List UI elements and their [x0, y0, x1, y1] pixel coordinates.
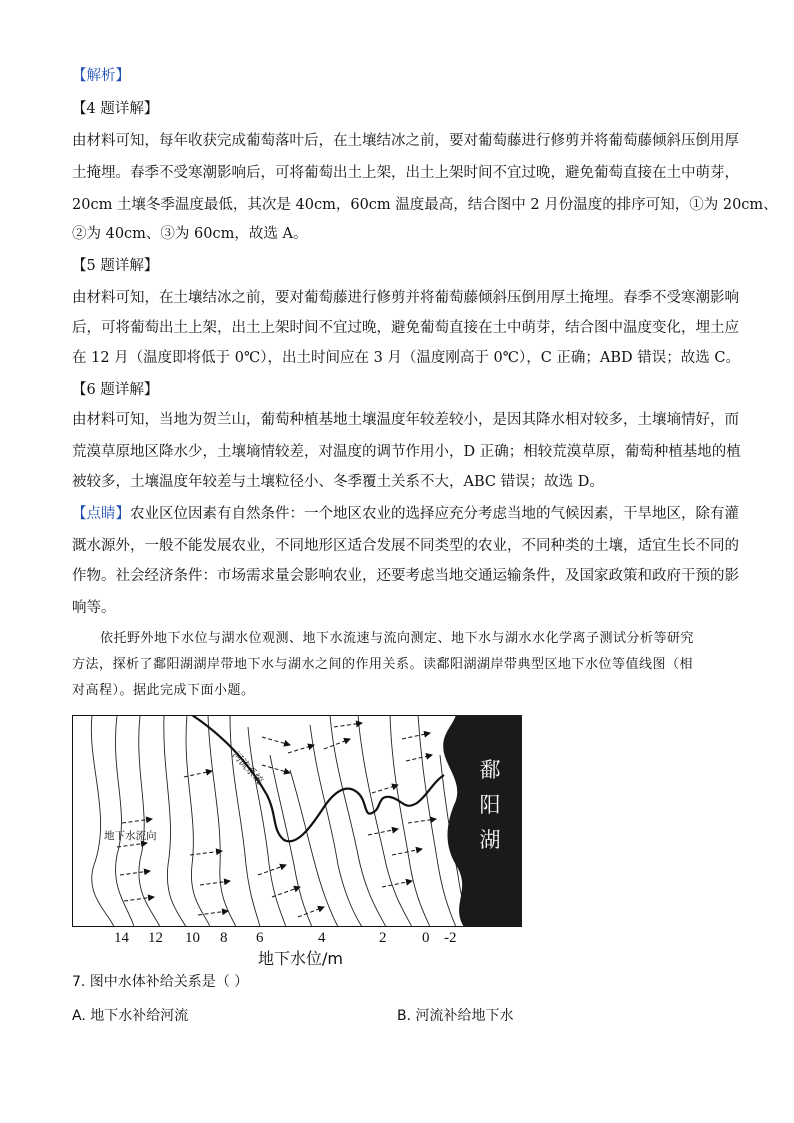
tip-line-4: 响等。	[72, 600, 116, 616]
tip-line-2: 溉水源外，一般不能发展农业，不同地形区适合发展不同类型的农业，不同种类的土壤，适宜生长不同的	[72, 538, 739, 554]
q5-line-2: 后，可将葡萄出土上架，出土上架时间不宜过晚，避免葡萄直接在土中萌芽，结合图中温度变化，埋土应	[72, 320, 739, 336]
axis-tick: 10	[185, 930, 200, 946]
intro-line-1: 依托野外地下水位与湖水位观测、地下水流速与流向测定、地下水与湖水水化学离子测试分析等研究	[100, 631, 695, 646]
flow-direction-label: 地下水流向	[104, 830, 157, 842]
analysis-header: 【解析】	[72, 68, 130, 84]
axis-tick: 6	[256, 930, 264, 946]
q6-line-3: 被较多，土壤温度年较差与土壤粒径小、冬季覆土关系不大，ABC 错误；故选 D。	[72, 474, 604, 490]
intro-line-2: 方法，探析了鄱阳湖湖岸带地下水与湖水之间的作用关系。读鄱阳湖湖岸带典型区地下水位等值线图（相	[72, 657, 694, 672]
tip-header: 【点睛】	[72, 506, 130, 522]
axis-tick: 0	[422, 930, 430, 946]
axis-tick: 14	[114, 930, 129, 946]
option-b[interactable]: B. 河流补给地下水	[397, 1008, 514, 1024]
q4-header: 【4 题详解】	[72, 101, 159, 117]
lake-label-char-2: 阳	[479, 793, 501, 817]
question-intro	[72, 626, 722, 704]
axis-label: 地下水位/m	[258, 949, 343, 968]
q4-line-3: 20cm 土壤冬季温度最低，其次是 40cm，60cm 温度最高，结合图中 2 月份温度的排序可知，①为 20cm、	[72, 197, 778, 213]
tip-first-text: 农业区位因素有自然条件：一个地区农业的选择应充分考虑当地的气候因素，干旱地区，除有灌	[130, 506, 739, 522]
q4-line-2: 土掩埋。春季不受寒潮影响后，可将葡萄出土上架，出土上架时间不宜过晚，避免葡萄直接在土中萌芽，	[72, 165, 739, 181]
q6-header: 【6 题详解】	[72, 382, 159, 398]
axis-tick: 12	[148, 930, 163, 946]
option-a[interactable]: A. 地下水补给河流	[72, 1008, 189, 1024]
lake-label-char-3: 湖	[479, 828, 501, 852]
axis-tick: 8	[220, 930, 228, 946]
q5-line-1: 由材料可知，在土壤结冰之前，要对葡萄藤进行修剪并将葡萄藤倾斜压倒用厚土掩埋。春季不受寒潮影响	[72, 290, 739, 306]
q4-line-1: 由材料可知，每年收获完成葡萄落叶后，在土壤结冰之前，要对葡萄藤进行修剪并将葡萄藤倾斜压倒用厚	[72, 133, 739, 149]
q4-line-4: ②为 40cm、③为 60cm，故选 A。	[72, 226, 308, 242]
tip-line-1	[72, 504, 739, 524]
question-7-stem: 7. 图中水体补给关系是（ ）	[72, 974, 249, 990]
tip-line-3: 作物。社会经济条件：市场需求量会影响农业，还要考虑当地交通运输条件，及国家政策和政府干预的影	[72, 568, 739, 584]
axis-tick: -2	[444, 930, 457, 946]
q6-line-1: 由材料可知，当地为贺兰山，葡萄种植基地土壤温度年较差较小，是因其降水相对较多，土壤墒情好，而	[72, 412, 739, 428]
q5-header: 【5 题详解】	[72, 258, 159, 274]
q5-line-3: 在 12 月（温度即将低于 0℃），出土时间应在 3 月（温度刚高于 0℃），C 正确；ABD 错误；故选 C。	[72, 350, 740, 366]
river-label: 河流系统	[229, 749, 265, 787]
axis-tick: 2	[379, 930, 387, 946]
lake-label-char-1: 鄱	[479, 758, 501, 782]
q6-line-2: 荒漠草原地区降水少，土壤墒情较差，对温度的调节作用小，D 正确；相较荒漠草原，葡萄种植基地的植	[72, 444, 741, 460]
groundwater-contour-map	[72, 715, 522, 927]
axis-tick: 4	[318, 930, 326, 946]
intro-line-3: 对高程）。据此完成下面小题。	[72, 683, 255, 698]
